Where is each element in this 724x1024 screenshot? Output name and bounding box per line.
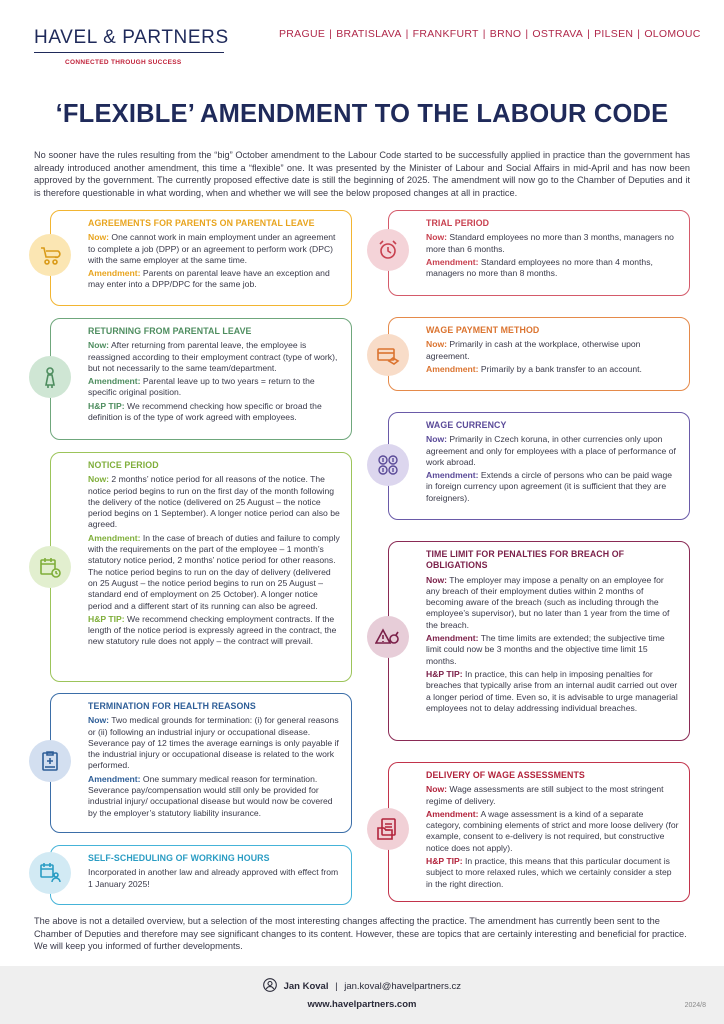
amendment-text: The time limits are extended; the subjective time limit could now be 3 months and the objective time limit 15 months.: [426, 633, 665, 666]
card-notice-period: [50, 452, 352, 682]
page-footer: [0, 966, 724, 1024]
now-label: Now:: [88, 474, 110, 485]
city-olomouc: OLOMOUC: [644, 28, 701, 40]
city-brno: BRNO: [489, 28, 522, 40]
card-title: WAGE PAYMENT METHOD: [426, 325, 540, 335]
amendment-label: Amendment:: [426, 256, 479, 267]
now-text: One cannot work in main employment under an agreement to complete a job (DPP) or an agreement to perform work (DPC) with the same employer at the same time.: [88, 232, 336, 265]
now-text: After returning from parental leave, the employee is reassigned according to their employment contract (type of work), but not necessarily to the same team/department.: [88, 340, 338, 373]
amendment-label: Amendment:: [88, 268, 141, 279]
card-trial-period: [388, 210, 690, 296]
card-title: RETURNING FROM PARENTAL LEAVE: [88, 326, 252, 336]
now-label: Now:: [426, 232, 448, 243]
card-wage-currency: [388, 412, 690, 520]
warning-bomb-icon: [367, 616, 409, 658]
amendment-text: A wage assessment is a kind of a separate category, combining elements of strict and more loose delivery (for example, consent to e-delivery is not required, but constructive notice does not apply).: [426, 808, 679, 853]
card-title: TERMINATION FOR HEALTH REASONS: [88, 701, 256, 711]
now-text: Wage assessments are still subject to the most stringent regime of delivery.: [426, 784, 664, 806]
amendment-text: Parents on parental leave have an exception and may enter into a DPP/DPC for the same job.: [88, 268, 330, 290]
tip-text: We recommend checking employment contracts. If the length of the notice period is expressly agreed in the contract, the new statutory rule does not apply – the contract will prevail.: [88, 613, 337, 647]
now-text: Standard employees no more than 3 months, managers no more than 6 months.: [426, 232, 674, 254]
contact-name: Jan Koval: [283, 981, 329, 993]
office-cities: PRAGUE | BRATISLAVA | FRANKFURT | BRNO | OSTRAVA | PILSEN | OLOMOUC: [279, 28, 701, 40]
card-wage-payment-method: [388, 317, 690, 391]
amendment-text: Standard employees no more than 4 months, managers no more than 8 months.: [426, 256, 653, 279]
company-logo: HAVEL & PARTNERS: [34, 27, 229, 48]
alarm-clock-icon: [367, 229, 409, 271]
card-title: NOTICE PERIOD: [88, 460, 159, 470]
now-label: Now:: [426, 434, 448, 445]
amendment-label: Amendment:: [88, 376, 141, 387]
company-tagline: CONNECTED THROUGH SUCCESS: [65, 59, 182, 66]
card-title: DELIVERY OF WAGE ASSESSMENTS: [426, 770, 585, 780]
card-title: AGREEMENTS FOR PARENTS ON PARENTAL LEAVE: [88, 218, 315, 228]
city-ostrava: OSTRAVA: [532, 28, 584, 40]
card-title: TIME LIMIT FOR PENALTIES FOR BREACH OF OBLIGATIONS: [426, 549, 625, 571]
contact-separator: |: [335, 981, 338, 993]
card-returning-parental-leave: [50, 318, 352, 440]
tip-text: We recommend checking how specific or broad the definition is of the type of work agreed with employees.: [88, 400, 322, 423]
card-penalties-time-limit: [388, 541, 690, 741]
card-title: SELF-SCHEDULING OF WORKING HOURS: [88, 853, 270, 863]
tip-text: In practice, this means that this particular document is subject to more relaxed rules, which we certainly consider a step in the right direction.: [426, 856, 672, 889]
website-link[interactable]: www.havelpartners.com: [307, 999, 417, 1010]
amendment-label: Amendment:: [426, 363, 479, 374]
amendment-text: Extends a circle of persons who can be paid wage in foreign currency upon agreement (it is sufficient that they are foreigners).: [426, 470, 673, 503]
amendment-text: One summary medical reason for termination. Severance pay/compensation would still only be provided for industrial injury/ occupational disease but would now be covered by the employer’s statutory liability insurance.: [88, 773, 333, 818]
now-text: Primarily in Czech koruna, in other currencies only upon agreement and only for employees with a place of performance of work abroad.: [426, 434, 676, 467]
contact-line: [0, 978, 724, 995]
city-bratislava: BRATISLAVA: [336, 28, 402, 40]
tip-label: H&P TIP:: [426, 668, 463, 679]
logo-underline: [34, 52, 224, 53]
amendment-label: Amendment:: [88, 773, 141, 784]
issue-number: 2024/8: [684, 1002, 706, 1009]
tip-label: H&P TIP:: [88, 400, 125, 411]
amendment-text: Primarily by a bank transfer to an account.: [480, 363, 642, 374]
schedule-person-icon: [29, 852, 71, 894]
now-text: Two medical grounds for termination: (i) for general reasons or (ii) following an industrial injury or occupational disease. Severance pay of 12 times the average earnings is only payable if the industrial injury or occupational disease is related to the work performed.: [88, 715, 339, 771]
page-header: [0, 0, 724, 78]
card-title: WAGE CURRENCY: [426, 420, 507, 430]
card-termination-health: [50, 693, 352, 833]
intro-paragraph: No sooner have the rules resulting from the “big” October amendment to the Labour Code started to be successfully applied in practice than the government has already introduced another amendment, this time a “flexible” one. It was presented by the Minister of Labour and Social Affairs in mid-April and has now been approved by the government. The currently proposed effective date is still the beginning of 2025. The amendment will now go to the Chamber of Deputies and it is therefore questionable in what wording, when and whether we will see the below proposed changes at all in practice.: [34, 150, 690, 198]
closing-paragraph: The above is not a detailed overview, but a selection of the most interesting changes affecting the practice. The amendment has currently been sent to the Chamber of Deputies and therefore may see significant changes to its content. However, these are topics that are certainly interesting and beneficial for practice. We will keep you informed of further developments.: [34, 916, 687, 951]
city-pilsen: PILSEN: [594, 28, 634, 40]
tip-text: In practice, this can help in imposing penalties for breaches that typically arise from an internal audit carried out over a longer period of time. Even so, it is advisable to urge managerial employees not to delay addressing individual breaches.: [426, 668, 678, 713]
card-title: TRIAL PERIOD: [426, 218, 490, 228]
tip-label: H&P TIP:: [426, 856, 463, 867]
now-label: Now:: [88, 340, 110, 351]
medical-clipboard-icon: [29, 740, 71, 782]
amendment-label: Amendment:: [426, 808, 479, 819]
person-icon: [263, 978, 277, 995]
calendar-clock-icon: [29, 546, 71, 588]
currency-coins-icon: [367, 444, 409, 486]
now-label: Now:: [426, 339, 448, 350]
card-payment-icon: [367, 334, 409, 376]
now-label: Now:: [426, 784, 448, 795]
page-title: ‘FLEXIBLE’ AMENDMENT TO THE LABOUR CODE: [55, 100, 669, 128]
document-folder-icon: [367, 808, 409, 850]
woman-icon: [29, 356, 71, 398]
amendment-text: In the case of breach of duties and failure to comply with the requirements on the part of the employee – 1 month’s statutory notice period, 2 months’ notice period for other reasons. The notice period begins to run on the day of delivery (delivered on 25 August – the notice period begins to run on 25 August – standard end of employment on 25 October). A longer notice period and a different start of its running can also be agreed.: [88, 532, 340, 611]
amendment-text: Parental leave up to two years = return to the specific original position.: [88, 376, 315, 398]
amendment-label: Amendment:: [426, 633, 479, 644]
city-prague: PRAGUE: [279, 28, 326, 40]
amendment-label: Amendment:: [426, 470, 479, 481]
now-label: Now:: [88, 715, 110, 726]
now-text: The employer may impose a penalty on an employee for any breach of their employment duties within 2 months of becoming aware of the breach (such as including through the employee’s supervisor), but no later than 1 year from the time of the breach.: [426, 574, 670, 630]
card-parents-agreements: [50, 210, 352, 306]
stroller-icon: [29, 234, 71, 276]
card-self-scheduling: [50, 845, 352, 905]
amendment-label: Amendment:: [88, 532, 141, 543]
now-label: Now:: [426, 574, 448, 585]
now-label: Now:: [88, 232, 110, 243]
now-text: 2 months’ notice period for all reasons of the notice. The notice period begins to run on the first day of the month following the delivery of the notice (delivered on 25 August – the notice period begins on 1 September). A longer notice period can also be agreed.: [88, 474, 340, 530]
contact-email[interactable]: jan.koval@havelpartners.cz: [344, 981, 462, 993]
city-frankfurt: FRANKFURT: [412, 28, 479, 40]
tip-label: H&P TIP:: [88, 613, 125, 624]
card-wage-assessments: [388, 762, 690, 902]
card-text: Incorporated in another law and already approved with effect from 1 January 2025!: [88, 867, 339, 889]
now-text: Primarily in cash at the workplace, otherwise upon agreement.: [426, 339, 641, 361]
